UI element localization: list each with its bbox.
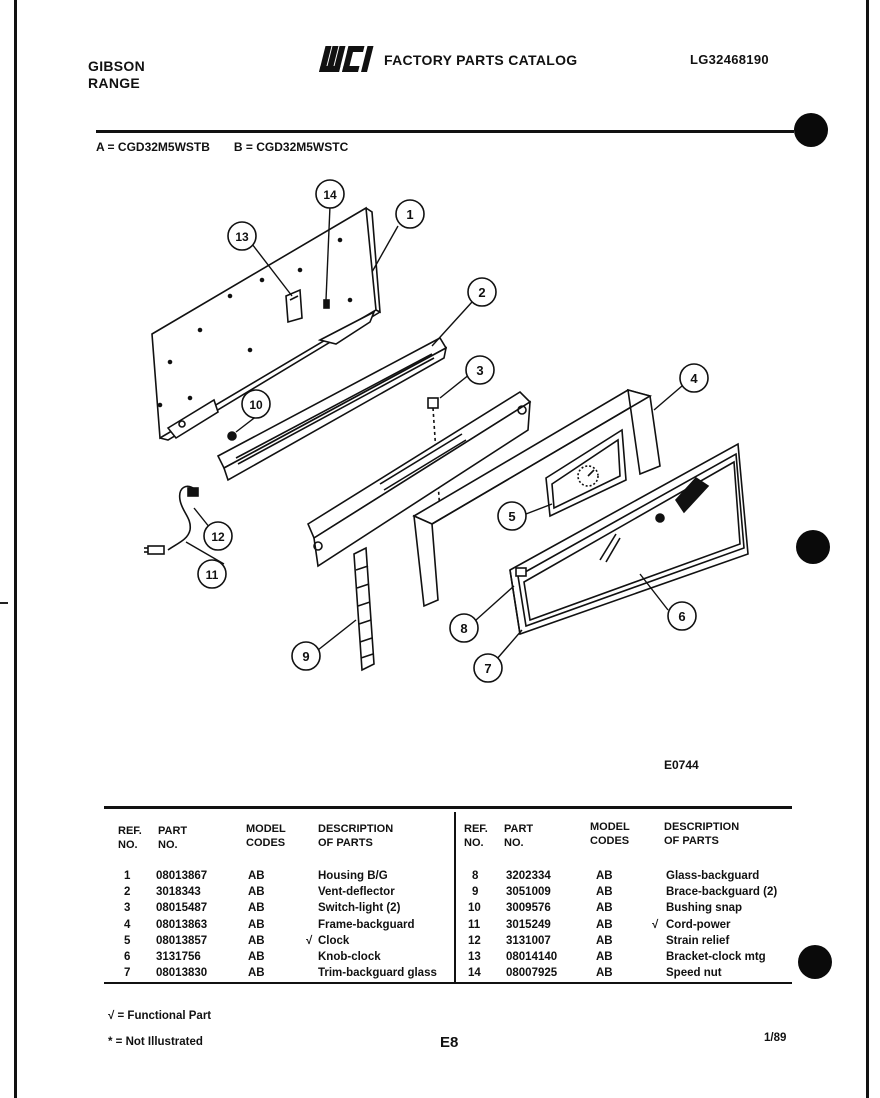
table-row: 5 08013857 AB √ Clock	[124, 934, 350, 947]
parts-table	[104, 806, 792, 984]
callout-9	[292, 642, 320, 670]
part-speed-nut	[324, 300, 329, 308]
table-top-rule	[104, 806, 792, 809]
svg-text:11: 11	[205, 568, 219, 582]
callout-8	[450, 614, 478, 642]
part-bracket-clock-mtg	[286, 290, 302, 322]
svg-text:14: 14	[323, 188, 337, 202]
header-ref-right: REF. NO.	[464, 823, 488, 849]
header-model-left: MODEL CODES	[246, 823, 286, 849]
header-part-right: PART NO.	[504, 823, 534, 849]
callout-2	[468, 278, 496, 306]
svg-text:4: 4	[690, 371, 698, 386]
svg-text:12: 12	[211, 530, 225, 544]
parts-list-left	[104, 868, 454, 981]
table-row: 3 08015487 AB Switch-light (2)	[124, 902, 401, 915]
table-row: 9 3051009 AB Brace-backguard (2)	[472, 886, 778, 899]
callout-7	[474, 654, 502, 682]
svg-text:7: 7	[484, 661, 492, 676]
callout-14	[316, 180, 344, 208]
callout-6	[668, 602, 696, 630]
callout-3	[466, 356, 494, 384]
callout-13	[228, 222, 256, 250]
catalog-id: LG32468190	[690, 52, 769, 67]
product-type: RANGE	[88, 75, 141, 91]
table-row: 1 08013867 AB Housing B/G	[124, 870, 388, 882]
svg-text:8: 8	[460, 621, 468, 636]
svg-text:10: 10	[249, 398, 263, 412]
table-row: 13 08014140 AB Bracket-clock mtg	[468, 950, 766, 963]
svg-text:9: 9	[302, 649, 310, 664]
diagram-code: E0744	[664, 758, 699, 772]
table-row: 6 3131756 AB Knob-clock	[124, 950, 381, 963]
table-row: 2 3018343 AB Vent-deflector	[124, 886, 395, 899]
catalog-title: FACTORY PARTS CATALOG	[384, 52, 578, 68]
brand-name: GIBSON	[88, 58, 146, 74]
table-row: 12 3131007 AB Strain relief	[468, 934, 730, 947]
part-bushing-snap	[228, 432, 236, 440]
table-row: 10 3009576 AB Bushing snap	[468, 902, 743, 915]
legend-not-illustrated: * = Not Illustrated	[108, 1036, 203, 1048]
part-brace-backguard	[354, 548, 374, 670]
svg-text:2: 2	[478, 285, 486, 300]
header-desc-right: DESCRIPTION OF PARTS	[664, 821, 740, 847]
header-ref-left: REF. NO.	[118, 825, 142, 851]
part-glass-trim-assembly	[510, 444, 748, 634]
table-bottom-rule	[104, 982, 792, 984]
header-part-left: PART NO.	[158, 825, 188, 851]
model-b: B = CGD32M5WSTC	[233, 140, 349, 154]
page-number: E8	[440, 1034, 459, 1051]
svg-text:5: 5	[508, 509, 516, 524]
binder-hole-bottom	[798, 945, 832, 979]
table-row: 7 08013830 AB Trim-backguard glass	[124, 967, 437, 980]
svg-text:13: 13	[235, 230, 249, 244]
table-row: 4 08013863 AB Frame-backguard	[124, 918, 415, 931]
callout-1	[396, 200, 424, 228]
model-a: A = CGD32M5WSTB	[96, 140, 210, 154]
svg-text:1: 1	[406, 207, 414, 222]
callout-12	[204, 522, 232, 550]
svg-text:3: 3	[476, 363, 484, 378]
header-model-right: MODEL CODES	[590, 821, 630, 847]
table-row: 14 08007925 AB Speed nut	[468, 967, 722, 980]
callout-4	[680, 364, 708, 392]
table-row: 11 3015249 AB √ Cord-power	[468, 918, 731, 931]
parts-list-right	[456, 868, 792, 981]
callout-5	[498, 502, 526, 530]
callout-10	[242, 390, 270, 418]
revision-date: 1/89	[764, 1032, 787, 1044]
svg-text:6: 6	[678, 609, 686, 624]
callout-11	[198, 560, 226, 588]
table-row: 8 3202334 AB Glass-backguard	[472, 870, 760, 882]
header-desc-left: DESCRIPTION OF PARTS	[318, 823, 394, 849]
legend-functional-part: √ = Functional Part	[108, 1010, 212, 1022]
